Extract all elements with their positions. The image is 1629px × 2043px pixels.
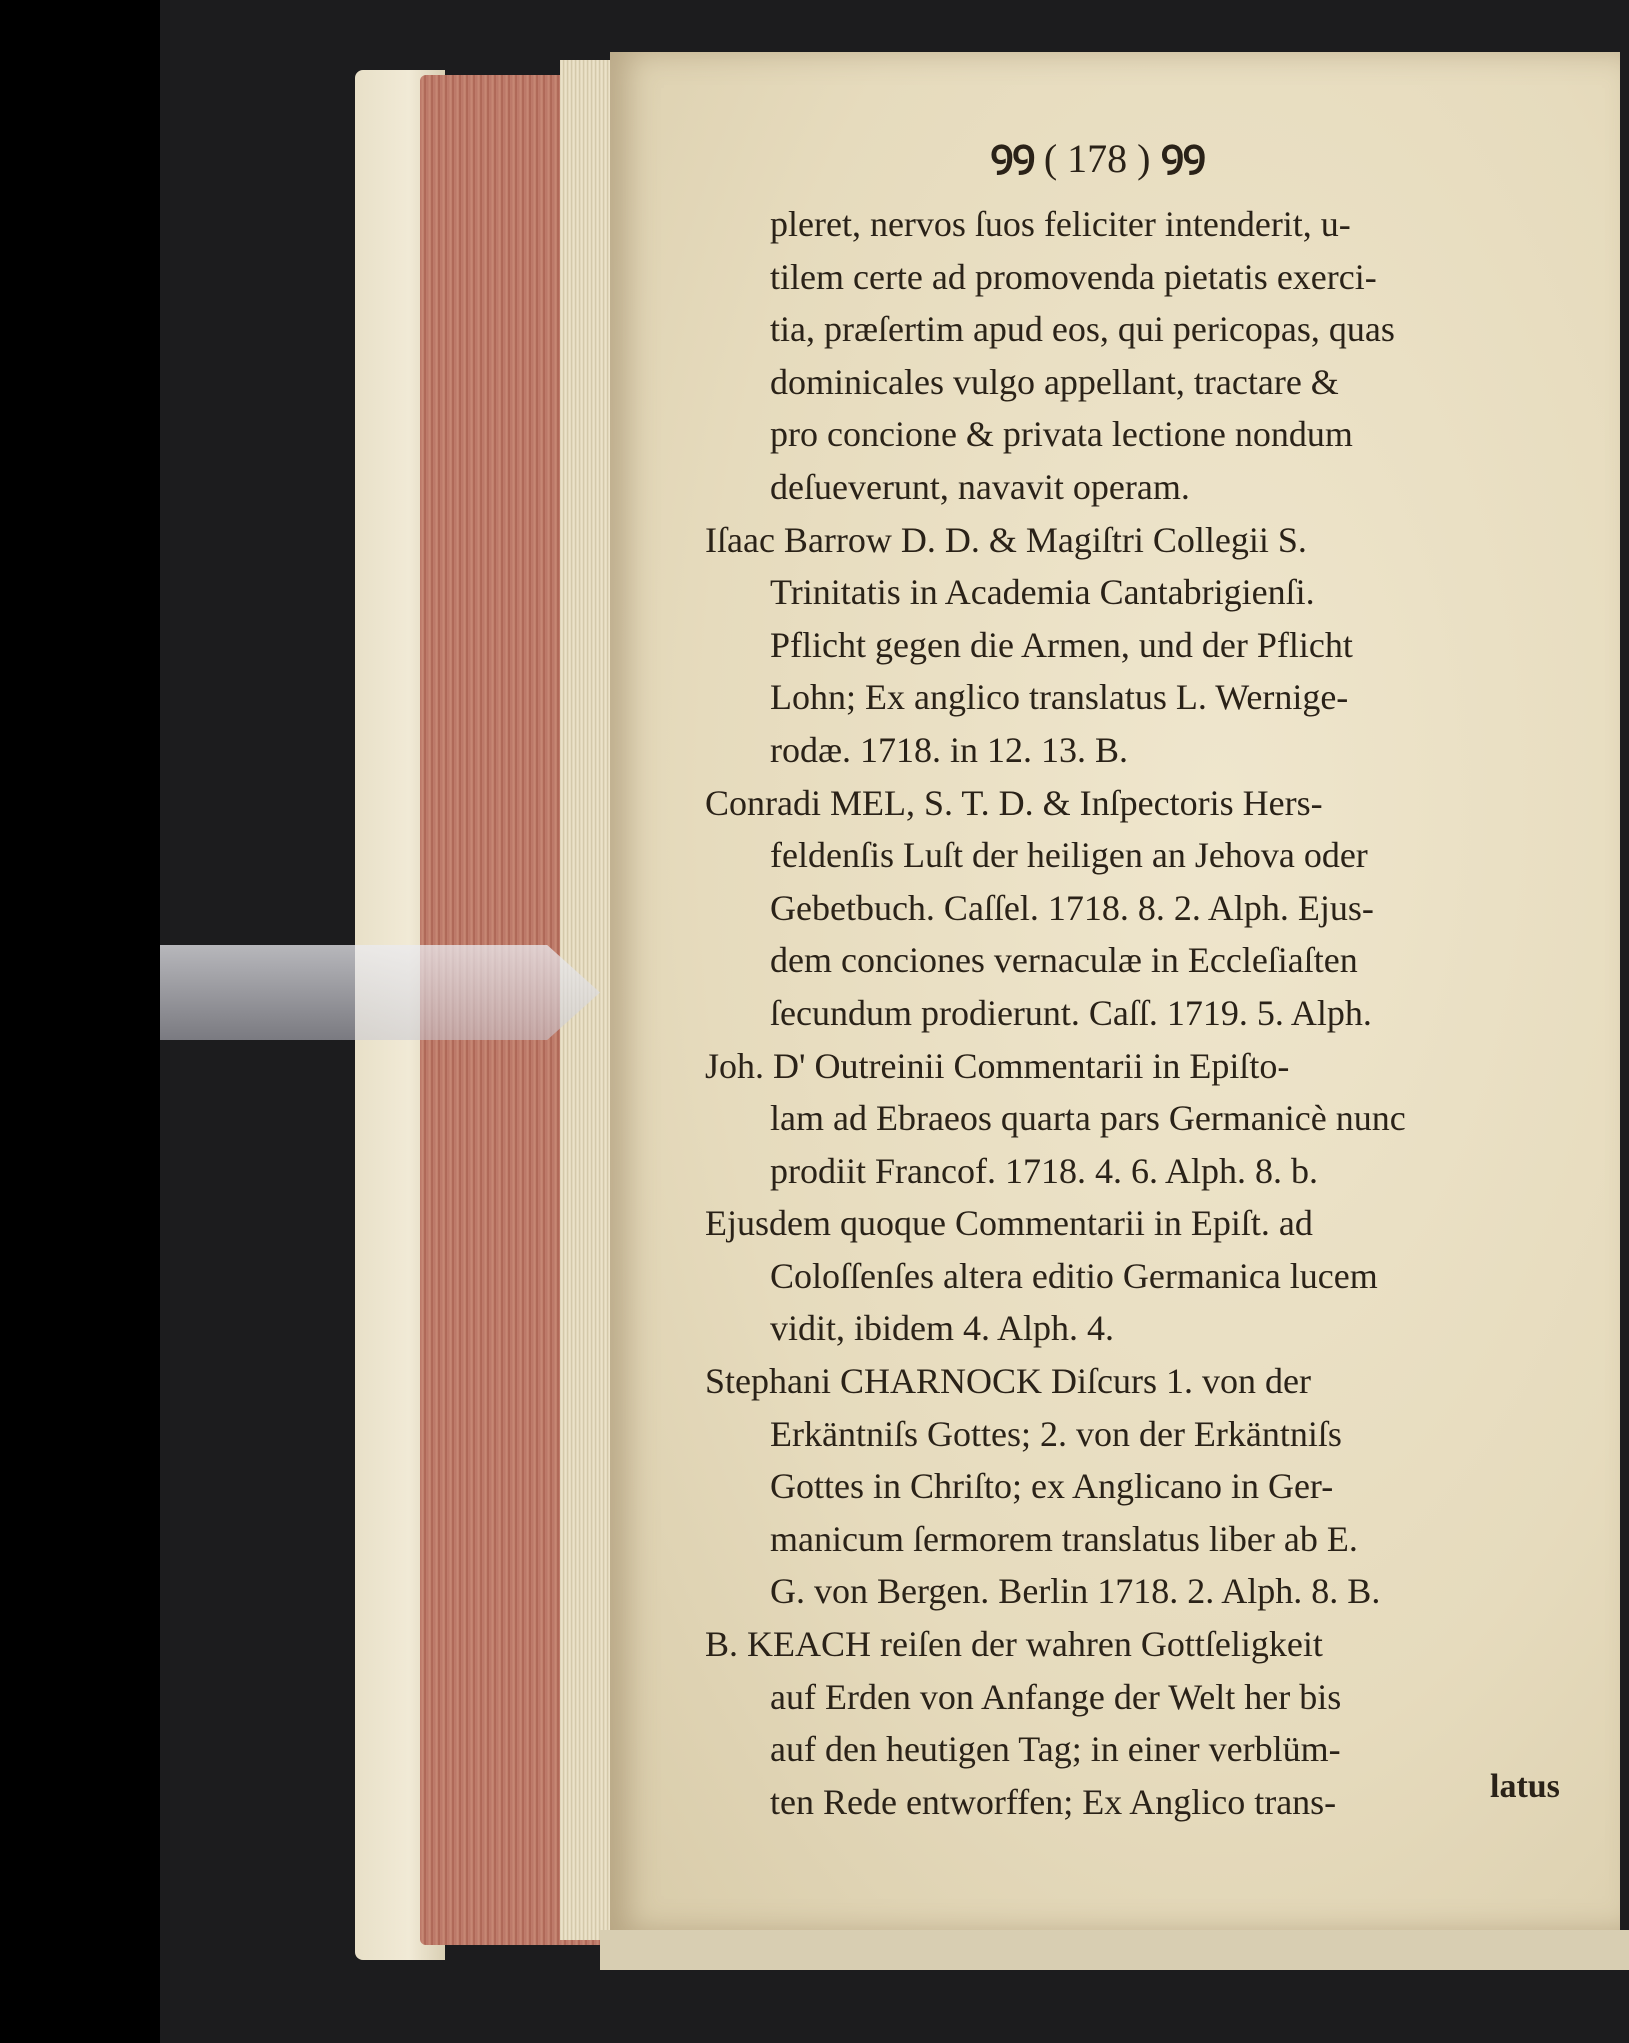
text-line: Gebetbuch. Caſſel. 1718. 8. 2. Alph. Ejus- xyxy=(770,887,1374,928)
clear-clip-tab xyxy=(160,945,600,1040)
text-line: Trinitatis in Academia Cantabrigienſi. xyxy=(770,572,1315,613)
entry-heading: Ejusdem quoque Commentarii in Epiſt. ad xyxy=(705,1203,1313,1244)
text-line: Lohn; Ex anglico translatus L. Wernige- xyxy=(770,677,1349,718)
text-line: ten Rede entworffen; Ex Anglico trans- xyxy=(770,1781,1337,1822)
entry-heading: Stephani CHARNOCK Diſcurs 1. von der xyxy=(705,1361,1311,1402)
text-line: feldenſis Luſt der heiligen an Jehova oder xyxy=(770,835,1368,876)
body-text xyxy=(705,198,1595,1828)
page-number: ( 178 ) xyxy=(1043,135,1151,181)
text-line: deſueverunt, navavit operam. xyxy=(770,466,1190,507)
text-line: lam ad Ebraeos quarta pars Germanicè nunc xyxy=(770,1098,1406,1139)
ornament-right: ꝮꝮ xyxy=(1160,136,1205,184)
text-line: pro concione & privata lectione nondum xyxy=(770,414,1353,455)
text-line: dominicales vulgo appellant, tractare & xyxy=(770,361,1339,402)
entry-heading: Conradi MEL, S. T. D. & Inſpectoris Hers- xyxy=(705,782,1323,823)
text-line: manicum ſermorem translatus liber ab E. xyxy=(770,1518,1358,1559)
text-line: tilem certe ad promovenda pietatis exerci- xyxy=(770,256,1377,297)
text-line: rodæ. 1718. in 12. 13. B. xyxy=(770,729,1129,770)
text-line: dem conciones vernaculæ in Eccleſiaſten xyxy=(770,940,1358,981)
text-line: tia, præſertim apud eos, qui pericopas, quas xyxy=(770,309,1395,350)
text-line: ſecundum prodierunt. Caſſ. 1719. 5. Alph. xyxy=(770,992,1372,1033)
text-line: auf Erden von Anfange der Welt her bis xyxy=(770,1676,1342,1717)
text-line: prodiit Francof. 1718. 4. 6. Alph. 8. b. xyxy=(770,1150,1318,1191)
text-line: G. von Bergen. Berlin 1718. 2. Alph. 8. B. xyxy=(770,1571,1381,1612)
text-line: Gottes in Chriſto; ex Anglicano in Ger- xyxy=(770,1466,1334,1507)
text-line: Coloſſenſes altera editio Germanica lucem xyxy=(770,1255,1378,1296)
text-line: pleret, nervos ſuos feliciter intenderit, u- xyxy=(770,204,1351,244)
catchword: latus xyxy=(1490,1768,1560,1805)
text-line: Erkäntniſs Gottes; 2. von der Erkäntniſs xyxy=(770,1413,1342,1454)
text-line: Pflicht gegen die Armen, und der Pflicht xyxy=(770,624,1353,665)
running-header xyxy=(990,128,1340,188)
text-line: auf den heutigen Tag; in einer verblüm- xyxy=(770,1729,1341,1770)
entry-heading: Joh. D' Outreinii Commentarii in Epiſto- xyxy=(705,1045,1290,1086)
text-line: vidit, ibidem 4. Alph. 4. xyxy=(770,1308,1115,1349)
entry-heading: B. KEACH reiſen der wahren Gottſeligkeit xyxy=(705,1624,1323,1665)
dark-margin xyxy=(0,0,160,2043)
ornament-left: ꝮꝮ xyxy=(990,136,1034,184)
page-bottom-strip xyxy=(600,1930,1629,1970)
entry-heading: Iſaac Barrow D. D. & Magiſtri Collegii S. xyxy=(705,519,1307,560)
